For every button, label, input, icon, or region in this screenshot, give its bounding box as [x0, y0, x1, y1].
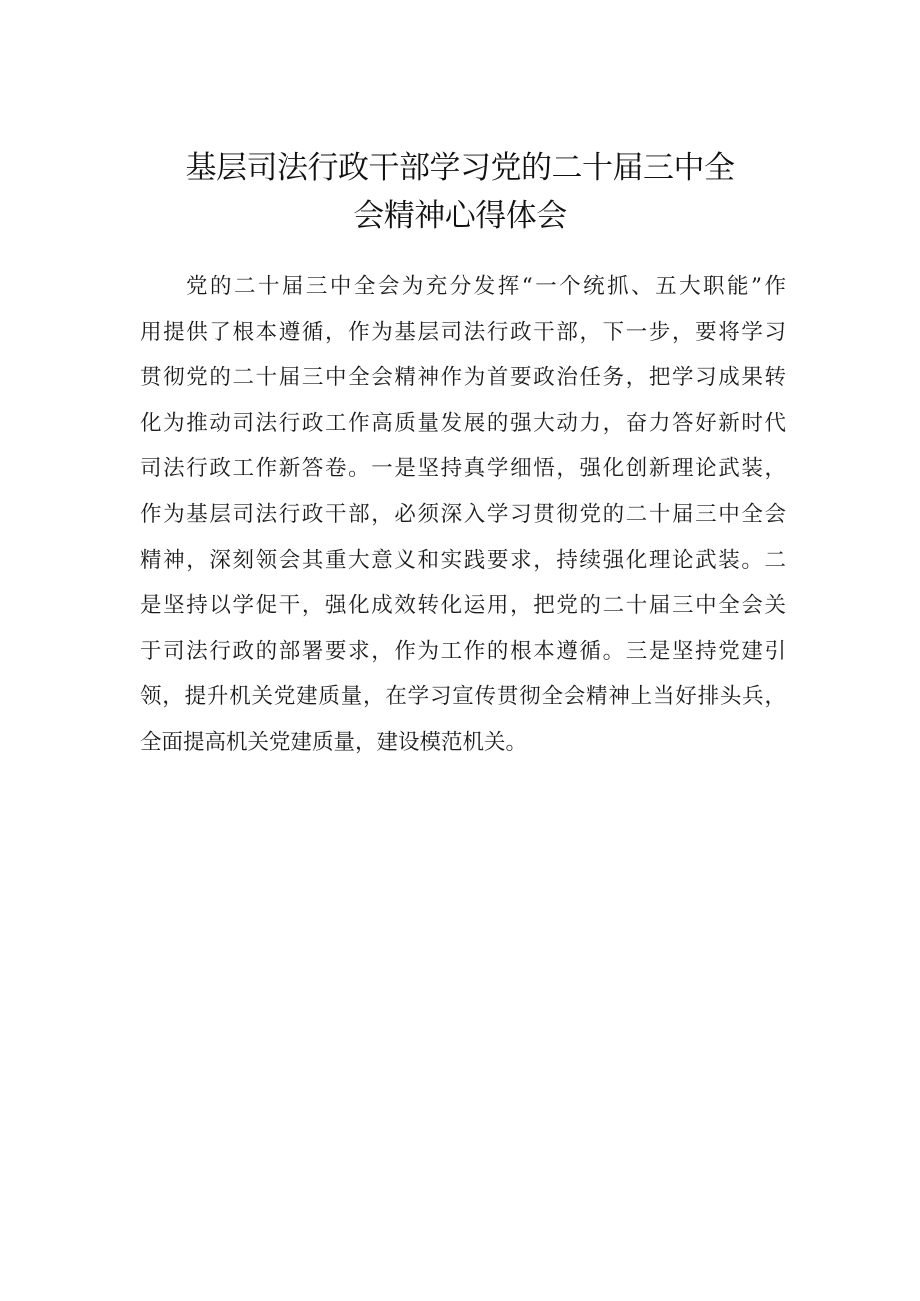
body-line: 用提供了根本遵循，作为基层司法行政干部，下一步，要将学习: [140, 319, 786, 345]
body-line: 领，提升机关党建质量，在学习宣传贯彻全会精神上当好排头兵，: [140, 684, 786, 710]
body-line: 于司法行政的部署要求，作为工作的根本遵循。三是坚持党建引: [140, 638, 786, 664]
body-line: 贯彻党的二十届三中全会精神作为首要政治任务，把学习成果转: [140, 365, 786, 391]
body-paragraph: [140, 264, 786, 766]
title-line-2: 会精神心得体会: [353, 198, 567, 234]
document-title: [140, 144, 780, 240]
body-line: 党的二十届三中全会为充分发挥“一个统抓、五大职能”作: [186, 274, 786, 299]
body-line: 全面提高机关党建质量，建设模范机关。: [140, 729, 528, 755]
body-line: 是坚持以学促干，强化成效转化运用，把党的二十届三中全会关: [140, 593, 786, 619]
body-line: 作为基层司法行政干部，必须深入学习贯彻党的二十届三中全会: [140, 501, 786, 527]
body-line: 化为推动司法行政工作高质量发展的强大动力，奋力答好新时代: [140, 410, 786, 436]
body-line: 精神，深刻领会其重大意义和实践要求，持续强化理论武装。二: [140, 547, 786, 573]
body-line: 司法行政工作新答卷。一是坚持真学细悟，强化创新理论武装，: [140, 456, 786, 482]
title-line-1: 基层司法行政干部学习党的二十届三中全: [185, 150, 735, 186]
